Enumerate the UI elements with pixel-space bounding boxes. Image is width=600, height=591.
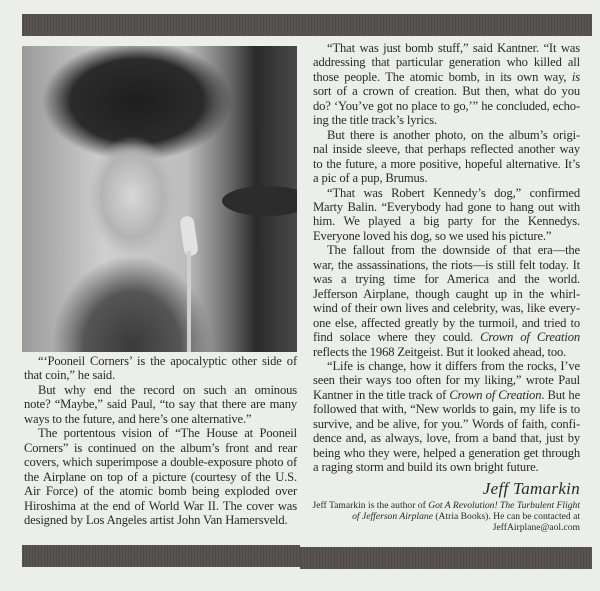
text-line: that coin,” he said.: [24, 368, 116, 383]
text-line: The portentous vision of “The House at Pooneil: [38, 426, 297, 441]
band-member-photo: [22, 46, 297, 352]
text-line: was a trying time for America and the world.: [313, 272, 580, 287]
text-line: covers, which superimpose a double-exposure photo of: [24, 455, 297, 470]
cymbal-shape: [222, 186, 297, 216]
author-bio: [310, 500, 580, 533]
italic-title: Crown of Creation: [480, 330, 581, 345]
text-line: Jefferson Airplane, though caught up in the whirl-: [313, 286, 580, 301]
mic-stand-shape: [187, 251, 191, 352]
text-line: being who they were, helped a generation get through: [313, 445, 580, 460]
italic-title: is: [571, 69, 580, 84]
text-line: reflects the 1968 Zeitgeist. But it looked ahead, too.: [313, 344, 567, 359]
paragraph: [24, 426, 297, 527]
text-line: those people. The atomic bomb, in its own way, is: [313, 69, 580, 84]
paragraph: [313, 243, 580, 359]
text-line: war, the assassinations, the riots—is still felt today. It: [313, 257, 580, 272]
text-line: The fallout from the downside of that era—the: [327, 243, 580, 258]
text-line: Kantner in the title track of Crown of Creation. But he: [313, 387, 581, 402]
bottom-decorative-bar-right: [300, 547, 592, 569]
text-line: ways to the future, and here’s one alternative.”: [24, 411, 252, 426]
text-line: sort of a crown of creation. But then, what do you: [313, 84, 580, 99]
paragraph: [313, 41, 580, 128]
paragraph: [313, 128, 580, 186]
text-line: to the future, a more positive, hopeful alternative. It’s: [313, 156, 580, 171]
text-line: Marty Balin. “Everybody had gone to hang out with: [313, 199, 580, 214]
text-line: wind of their own lives and celebrity, was, like every-: [313, 301, 580, 316]
text-line: “That was Robert Kennedy’s dog,” confirmed: [327, 185, 580, 200]
paragraph: [313, 359, 580, 475]
text-line: followed that with, “New worlds to gain, my life is to: [313, 402, 580, 417]
text-line: addressing that particular generation who killed all: [313, 55, 580, 70]
text-line: Hiroshima at the end of World War II. The cover was: [24, 498, 297, 513]
text-line: Corners” is continued on the album’s front and rear: [24, 440, 297, 455]
top-decorative-bar: [22, 14, 592, 36]
text-line: one else, affected greatly by the turmoil, and tried to: [313, 315, 580, 330]
text-line: designed by Los Angeles artist John Van Hamersveld.: [24, 512, 288, 527]
text-line: seen their ways too often for my liking,” wrote Paul: [313, 373, 580, 388]
text-line: the Airplane on top of a picture (courtesy of the U.S.: [24, 469, 297, 484]
italic-title: of Jefferson Airplane: [352, 511, 433, 522]
text-line: do? ‘You’ve got no place to go,’” he concluded, echo-: [313, 98, 580, 113]
paragraph: [24, 354, 297, 383]
text-line: nal inside sleeve, that perhaps reflected another way: [313, 142, 580, 157]
text-line: a raging storm and build its own bright future.: [313, 460, 539, 475]
bottom-decorative-bar-left: [22, 545, 300, 567]
bio-line: Jeff Tamarkin is the author of Got A Revolution! The Turbulent Flight: [312, 500, 580, 511]
text-line: ing the title track’s lyrics.: [313, 113, 438, 128]
paragraph: [313, 186, 580, 244]
text-line: dence and, as always, love, from a band that, just by: [313, 431, 580, 446]
italic-title: Crown of Creation: [449, 387, 542, 402]
text-line: “Life is change, how it differs from the rocks, I’ve: [327, 358, 580, 373]
text-line: a pic of a pup, Brumus.: [313, 171, 428, 186]
text-line: But there is another photo, on the album’s origi-: [327, 127, 580, 142]
left-text-column: [24, 354, 297, 527]
text-line: survive, and be alive, for you.” Words of faith, confi-: [313, 416, 580, 431]
text-line: find solace where they could. Crown of Creation: [313, 330, 581, 345]
bio-line: of Jefferson Airplane (Atria Books). He can be contacted at: [352, 511, 580, 522]
text-line: “That was just bomb stuff,” said Kantner. “It was: [327, 41, 580, 55]
text-line: him. We played a big party for the Kennedys.: [313, 214, 580, 229]
paragraph: [24, 383, 297, 426]
bio-line: JeffAirplane@aol.com: [492, 522, 580, 533]
italic-title: Got A Revolution! The Turbulent Flight: [428, 500, 580, 511]
right-text-column: [313, 41, 580, 475]
text-line: But why end the record on such an ominous: [38, 382, 297, 397]
text-line: note? “Maybe,” said Paul, “to say that there are many: [24, 397, 297, 412]
author-signature: Jeff Tamarkin: [482, 479, 580, 498]
text-line: Air Force) of the atomic bomb being exploded over: [24, 484, 297, 499]
text-line: Everyone loved his dog, so we used his picture.”: [313, 228, 552, 243]
text-line: “‘Pooneil Corners’ is the apocalyptic other side of: [38, 354, 297, 368]
